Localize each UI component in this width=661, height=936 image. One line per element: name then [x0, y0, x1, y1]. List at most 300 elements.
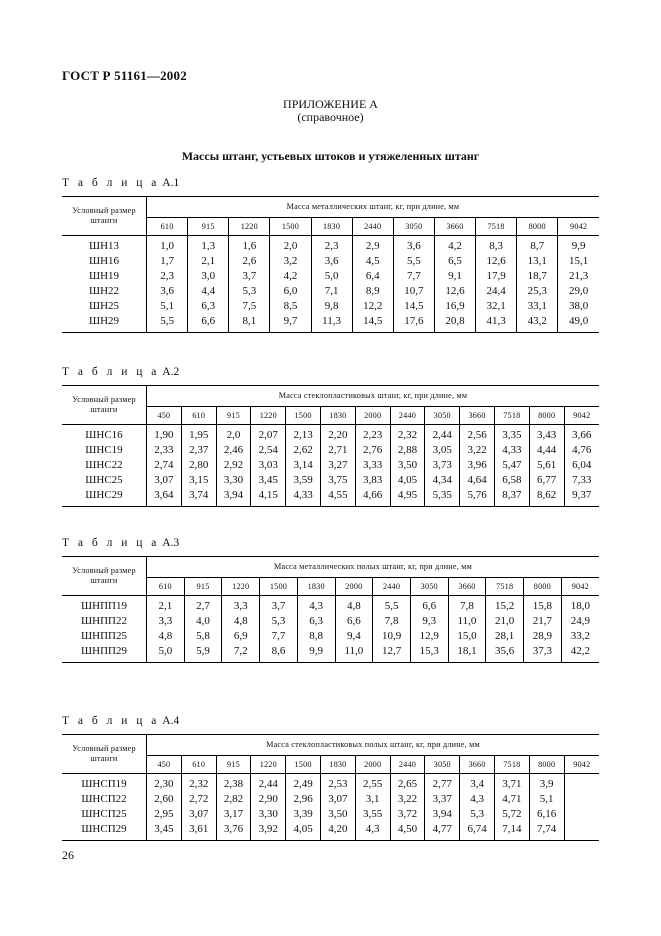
- mass-value: 6,4: [352, 269, 393, 284]
- mass-value: 3,43: [529, 425, 564, 444]
- mass-value: 2,6: [229, 254, 270, 269]
- table-row: [62, 792, 599, 807]
- mass-value: 33,1: [517, 299, 558, 314]
- rod-size: ШН19: [62, 269, 147, 284]
- mass-value: 9,8: [311, 299, 352, 314]
- mass-value: 6,9: [222, 629, 260, 644]
- mass-value: 2,82: [216, 792, 251, 807]
- mass-value: [564, 807, 599, 822]
- mass-value: 2,44: [425, 425, 460, 444]
- mass-value: 2,77: [425, 774, 460, 793]
- rod-size: ШН16: [62, 254, 147, 269]
- mass-value: 4,77: [425, 822, 460, 841]
- length-header: 3660: [434, 218, 475, 236]
- length-header: 2440: [390, 407, 425, 425]
- mass-value: 4,95: [390, 488, 425, 507]
- mass-value: 3,66: [572, 429, 592, 441]
- mass-value: 4,2: [270, 269, 311, 284]
- mass-value: 24,9: [570, 615, 590, 627]
- mass-value: 28,1: [486, 629, 524, 644]
- length-header: 1500: [286, 756, 321, 774]
- mass-value: 3,07: [320, 792, 355, 807]
- mass-value: 3,71: [494, 774, 529, 793]
- rod-size: ШН22: [62, 284, 147, 299]
- mass-value: 7,14: [494, 822, 529, 841]
- mass-value: 3,4: [460, 774, 495, 793]
- mass-value: 3,75: [320, 473, 355, 488]
- mass-value: 6,74: [460, 822, 495, 841]
- rod-size: ШНПП22: [62, 614, 147, 629]
- mass-value: 1,3: [188, 236, 229, 255]
- group-header: Масса стеклопластиковых полых штанг, кг, при длине, мм: [147, 735, 600, 756]
- table-number: А.2: [162, 366, 180, 378]
- stub-header: Условный размер штанги: [62, 557, 147, 596]
- mass-value: 4,64: [460, 473, 495, 488]
- table-row: [62, 236, 599, 255]
- length-header: 3660: [460, 756, 495, 774]
- mass-value: 2,80: [181, 458, 216, 473]
- mass-value: 6,04: [572, 459, 592, 471]
- length-header: 915: [216, 407, 251, 425]
- mass-value: 3,22: [460, 443, 495, 458]
- rod-size: ШНСП19: [62, 774, 147, 793]
- length-header: 3660: [448, 578, 486, 596]
- mass-value: 2,0: [216, 425, 251, 444]
- mass-value: 6,77: [529, 473, 564, 488]
- mass-value: 3,50: [390, 458, 425, 473]
- rod-size: ШНС16: [62, 425, 147, 444]
- length-header: 1830: [311, 218, 352, 236]
- mass-value: 9,9: [297, 644, 335, 663]
- length-header: 915: [216, 756, 251, 774]
- mass-value: 21,0: [486, 614, 524, 629]
- mass-value: 2,46: [216, 443, 251, 458]
- length-header: 1220: [222, 578, 260, 596]
- length-header: 1220: [229, 218, 270, 236]
- mass-value: 7,8: [373, 614, 411, 629]
- mass-value: 2,0: [270, 236, 311, 255]
- mass-value: 3,39: [286, 807, 321, 822]
- mass-value: 3,1: [355, 792, 390, 807]
- mass-value: 7,8: [448, 596, 486, 615]
- mass-value: 17,6: [393, 314, 434, 333]
- mass-value: 2,44: [251, 774, 286, 793]
- table-row: [62, 269, 599, 284]
- length-header: 1500: [270, 218, 311, 236]
- mass-value: 1,0: [147, 236, 188, 255]
- mass-value: 6,6: [335, 614, 373, 629]
- mass-value: 3,37: [425, 792, 460, 807]
- table-a3: [62, 556, 599, 663]
- mass-value: 9,1: [434, 269, 475, 284]
- mass-value: 4,8: [335, 596, 373, 615]
- length-header: 915: [188, 218, 229, 236]
- mass-value: 24,4: [476, 284, 517, 299]
- rod-size: ШН13: [62, 236, 147, 255]
- mass-value: [564, 774, 599, 793]
- mass-value: 3,0: [188, 269, 229, 284]
- mass-value: 1,90: [147, 425, 182, 444]
- mass-value: 18,0: [570, 600, 590, 612]
- table-label: Т а б л и ц а: [62, 177, 160, 189]
- mass-value: 1,95: [181, 425, 216, 444]
- mass-value: 2,60: [147, 792, 182, 807]
- mass-value: 3,74: [181, 488, 216, 507]
- mass-value: 3,35: [494, 425, 529, 444]
- mass-value: 21,3: [569, 270, 589, 282]
- rod-size: ШНСП25: [62, 807, 147, 822]
- mass-value: 8,7: [517, 236, 558, 255]
- mass-value: 3,27: [320, 458, 355, 473]
- table-number: А.4: [162, 715, 180, 727]
- length-header: 1830: [320, 407, 355, 425]
- mass-value: 9,9: [571, 240, 586, 252]
- mass-value: 6,58: [494, 473, 529, 488]
- mass-value: 5,9: [184, 644, 222, 663]
- length-header: 450: [147, 756, 182, 774]
- mass-value: 2,3: [147, 269, 188, 284]
- mass-value: 7,1: [311, 284, 352, 299]
- mass-value: 2,30: [147, 774, 182, 793]
- mass-value: 12,6: [434, 284, 475, 299]
- length-header: 1830: [320, 756, 355, 774]
- length-header: 9042: [571, 581, 589, 591]
- table-label: Т а б л и ц а: [62, 715, 160, 727]
- mass-value: 3,05: [425, 443, 460, 458]
- table-row: [62, 299, 599, 314]
- mass-value: 3,94: [425, 807, 460, 822]
- table-a2: [62, 385, 599, 507]
- length-header: 1500: [286, 407, 321, 425]
- mass-value: 38,0: [569, 300, 589, 312]
- table-row: [62, 458, 599, 473]
- mass-value: 4,34: [425, 473, 460, 488]
- mass-value: 3,22: [390, 792, 425, 807]
- mass-value: 3,45: [147, 822, 182, 841]
- mass-value: 2,13: [286, 425, 321, 444]
- mass-value: 2,7: [184, 596, 222, 615]
- mass-value: 18,7: [517, 269, 558, 284]
- table-label: Т а б л и ц а: [62, 366, 160, 378]
- mass-value: 5,8: [184, 629, 222, 644]
- table-caption-a4: [62, 715, 179, 727]
- appendix-subtitle: (справочное): [297, 110, 364, 124]
- mass-value: 4,44: [529, 443, 564, 458]
- mass-value: 10,7: [393, 284, 434, 299]
- length-header: 1220: [251, 407, 286, 425]
- mass-value: 6,3: [188, 299, 229, 314]
- length-header: 7518: [494, 756, 529, 774]
- document-number: ГОСТ Р 51161—2002: [62, 68, 187, 83]
- rod-size: ШНС29: [62, 488, 147, 507]
- mass-value: 10,9: [373, 629, 411, 644]
- mass-value: 9,4: [335, 629, 373, 644]
- mass-value: 11,3: [311, 314, 352, 333]
- mass-value: 3,07: [147, 473, 182, 488]
- mass-value: 4,8: [222, 614, 260, 629]
- mass-value: 3,59: [286, 473, 321, 488]
- mass-value: [564, 792, 599, 807]
- mass-value: 3,3: [147, 614, 185, 629]
- mass-value: 4,50: [390, 822, 425, 841]
- length-header: 3050: [410, 578, 448, 596]
- mass-value: 3,96: [460, 458, 495, 473]
- mass-value: 2,96: [286, 792, 321, 807]
- mass-value: 4,5: [352, 254, 393, 269]
- mass-value: 5,1: [529, 792, 564, 807]
- mass-value: 2,1: [147, 596, 185, 615]
- mass-value: 2,20: [320, 425, 355, 444]
- rod-size: ШНС22: [62, 458, 147, 473]
- mass-value: 2,62: [286, 443, 321, 458]
- mass-value: 2,88: [390, 443, 425, 458]
- mass-value: 2,65: [390, 774, 425, 793]
- mass-value: 14,5: [352, 314, 393, 333]
- mass-value: 3,94: [216, 488, 251, 507]
- mass-value: 15,8: [524, 596, 562, 615]
- mass-value: 29,0: [569, 285, 589, 297]
- length-header: 610: [147, 218, 188, 236]
- length-header: 915: [184, 578, 222, 596]
- mass-value: 9,37: [572, 489, 592, 501]
- mass-value: 4,33: [494, 443, 529, 458]
- mass-value: 15,3: [410, 644, 448, 663]
- mass-value: 5,3: [460, 807, 495, 822]
- mass-value: 3,76: [216, 822, 251, 841]
- mass-value: 15,0: [448, 629, 486, 644]
- mass-value: 4,71: [494, 792, 529, 807]
- mass-value: 4,76: [572, 444, 592, 456]
- table-row: [62, 822, 599, 841]
- mass-value: 4,55: [320, 488, 355, 507]
- length-header: 2440: [373, 578, 411, 596]
- mass-value: 49,0: [569, 315, 589, 327]
- mass-value: 2,72: [181, 792, 216, 807]
- table-caption-a1: [62, 177, 179, 189]
- mass-value: 12,2: [352, 299, 393, 314]
- mass-value: 3,03: [251, 458, 286, 473]
- length-header: 8000: [524, 578, 562, 596]
- length-header: 1500: [260, 578, 298, 596]
- length-header: 610: [181, 407, 216, 425]
- length-header: 7518: [494, 407, 529, 425]
- mass-value: 3,7: [260, 596, 298, 615]
- length-header: 1220: [251, 756, 286, 774]
- mass-value: 2,92: [216, 458, 251, 473]
- mass-value: 12,9: [410, 629, 448, 644]
- length-header: 2000: [355, 756, 390, 774]
- table-row: [62, 596, 599, 615]
- mass-value: 2,71: [320, 443, 355, 458]
- length-header: 2440: [352, 218, 393, 236]
- rod-size: ШНПП25: [62, 629, 147, 644]
- mass-value: 8,3: [476, 236, 517, 255]
- mass-value: 28,9: [524, 629, 562, 644]
- mass-value: 4,05: [390, 473, 425, 488]
- length-header: 8000: [529, 407, 564, 425]
- table-row: [62, 254, 599, 269]
- table-row: [62, 284, 599, 299]
- mass-value: 3,50: [320, 807, 355, 822]
- table-row: [62, 807, 599, 822]
- mass-value: 42,2: [570, 645, 590, 657]
- length-header: 9042: [570, 221, 588, 231]
- mass-value: 7,7: [393, 269, 434, 284]
- mass-value: 5,61: [529, 458, 564, 473]
- rod-size: ШН25: [62, 299, 147, 314]
- mass-value: 3,3: [222, 596, 260, 615]
- table-label: Т а б л и ц а: [62, 537, 160, 549]
- mass-value: 3,61: [181, 822, 216, 841]
- length-header: 3050: [425, 756, 460, 774]
- table-number: А.3: [162, 537, 180, 549]
- mass-value: 12,6: [476, 254, 517, 269]
- table-row: [62, 644, 599, 663]
- stub-header: Условный размер штанги: [62, 386, 147, 425]
- mass-value: 21,7: [524, 614, 562, 629]
- mass-value: 8,9: [352, 284, 393, 299]
- mass-value: 2,56: [460, 425, 495, 444]
- table-row: [62, 629, 599, 644]
- mass-value: 4,4: [188, 284, 229, 299]
- mass-value: 3,83: [355, 473, 390, 488]
- mass-value: 12,7: [373, 644, 411, 663]
- mass-value: 13,1: [517, 254, 558, 269]
- section-title: Массы штанг, устьевых штоков и утяжеленных штанг: [181, 149, 480, 163]
- mass-value: 8,62: [529, 488, 564, 507]
- mass-value: [564, 822, 599, 841]
- mass-value: 8,1: [229, 314, 270, 333]
- mass-value: 3,72: [390, 807, 425, 822]
- group-header: Масса металлических полых штанг, кг, при длине, мм: [147, 557, 600, 578]
- mass-value: 32,1: [476, 299, 517, 314]
- rod-size: ШНС25: [62, 473, 147, 488]
- mass-value: 8,37: [494, 488, 529, 507]
- table-row: [62, 443, 599, 458]
- mass-value: 2,54: [251, 443, 286, 458]
- group-header: Масса стеклопластиковых штанг, кг, при длине, мм: [147, 386, 600, 407]
- mass-value: 7,5: [229, 299, 270, 314]
- mass-value: 33,2: [570, 630, 590, 642]
- rod-size: ШНСП22: [62, 792, 147, 807]
- mass-value: 6,16: [529, 807, 564, 822]
- mass-value: 6,3: [297, 614, 335, 629]
- mass-value: 4,0: [184, 614, 222, 629]
- mass-value: 41,3: [476, 314, 517, 333]
- mass-value: 20,8: [434, 314, 475, 333]
- mass-value: 3,30: [251, 807, 286, 822]
- stub-header: Условный размер штанги: [62, 735, 147, 774]
- length-header: 9042: [573, 410, 591, 420]
- mass-value: 4,20: [320, 822, 355, 841]
- length-header: 610: [181, 756, 216, 774]
- mass-value: 2,33: [147, 443, 182, 458]
- mass-value: 4,8: [147, 629, 185, 644]
- mass-value: 1,6: [229, 236, 270, 255]
- mass-value: 3,07: [181, 807, 216, 822]
- mass-value: 2,9: [352, 236, 393, 255]
- mass-value: 3,45: [251, 473, 286, 488]
- mass-value: 3,55: [355, 807, 390, 822]
- mass-value: 17,9: [476, 269, 517, 284]
- mass-value: 5,47: [494, 458, 529, 473]
- rod-size: ШНПП29: [62, 644, 147, 663]
- mass-value: 3,64: [147, 488, 182, 507]
- mass-value: 3,9: [529, 774, 564, 793]
- mass-value: 9,7: [270, 314, 311, 333]
- table-caption-a2: [62, 366, 179, 378]
- mass-value: 4,3: [355, 822, 390, 841]
- mass-value: 15,1: [569, 255, 589, 267]
- table-row: [62, 614, 599, 629]
- mass-value: 2,1: [188, 254, 229, 269]
- mass-value: 2,32: [181, 774, 216, 793]
- length-header: 2000: [335, 578, 373, 596]
- length-header: 9042: [573, 759, 591, 769]
- length-header: 3050: [425, 407, 460, 425]
- mass-value: 5,3: [260, 614, 298, 629]
- table-row: [62, 473, 599, 488]
- mass-value: 2,32: [390, 425, 425, 444]
- mass-value: 2,53: [320, 774, 355, 793]
- mass-value: 3,92: [251, 822, 286, 841]
- mass-value: 3,33: [355, 458, 390, 473]
- table-number: А.1: [162, 177, 180, 189]
- mass-value: 35,6: [486, 644, 524, 663]
- mass-value: 3,14: [286, 458, 321, 473]
- mass-value: 2,07: [251, 425, 286, 444]
- mass-value: 43,2: [517, 314, 558, 333]
- mass-value: 4,33: [286, 488, 321, 507]
- mass-value: 25,3: [517, 284, 558, 299]
- mass-value: 3,15: [181, 473, 216, 488]
- mass-value: 2,38: [216, 774, 251, 793]
- table-row: [62, 774, 599, 793]
- mass-value: 6,0: [270, 284, 311, 299]
- appendix-title: ПРИЛОЖЕНИЕ А: [283, 97, 378, 111]
- group-header: Масса металлических штанг, кг, при длине, мм: [147, 197, 600, 218]
- mass-value: 6,6: [410, 596, 448, 615]
- length-header: 8000: [517, 218, 558, 236]
- mass-value: 3,30: [216, 473, 251, 488]
- mass-value: 37,3: [524, 644, 562, 663]
- length-header: 3050: [393, 218, 434, 236]
- mass-value: 5,5: [393, 254, 434, 269]
- length-header: 3660: [460, 407, 495, 425]
- mass-value: 3,6: [311, 254, 352, 269]
- table-a1: [62, 196, 599, 333]
- length-header: 1830: [297, 578, 335, 596]
- mass-value: 2,95: [147, 807, 182, 822]
- mass-value: 4,66: [355, 488, 390, 507]
- mass-value: 5,5: [373, 596, 411, 615]
- rod-size: ШНС19: [62, 443, 147, 458]
- mass-value: 5,3: [229, 284, 270, 299]
- mass-value: 11,0: [335, 644, 373, 663]
- mass-value: 2,55: [355, 774, 390, 793]
- mass-value: 5,0: [311, 269, 352, 284]
- mass-value: 3,6: [393, 236, 434, 255]
- mass-value: 7,7: [260, 629, 298, 644]
- mass-value: 5,72: [494, 807, 529, 822]
- mass-value: 18,1: [448, 644, 486, 663]
- length-header: 2440: [390, 756, 425, 774]
- mass-value: 4,3: [297, 596, 335, 615]
- mass-value: 7,2: [222, 644, 260, 663]
- mass-value: 3,6: [147, 284, 188, 299]
- mass-value: 9,3: [410, 614, 448, 629]
- mass-value: 2,37: [181, 443, 216, 458]
